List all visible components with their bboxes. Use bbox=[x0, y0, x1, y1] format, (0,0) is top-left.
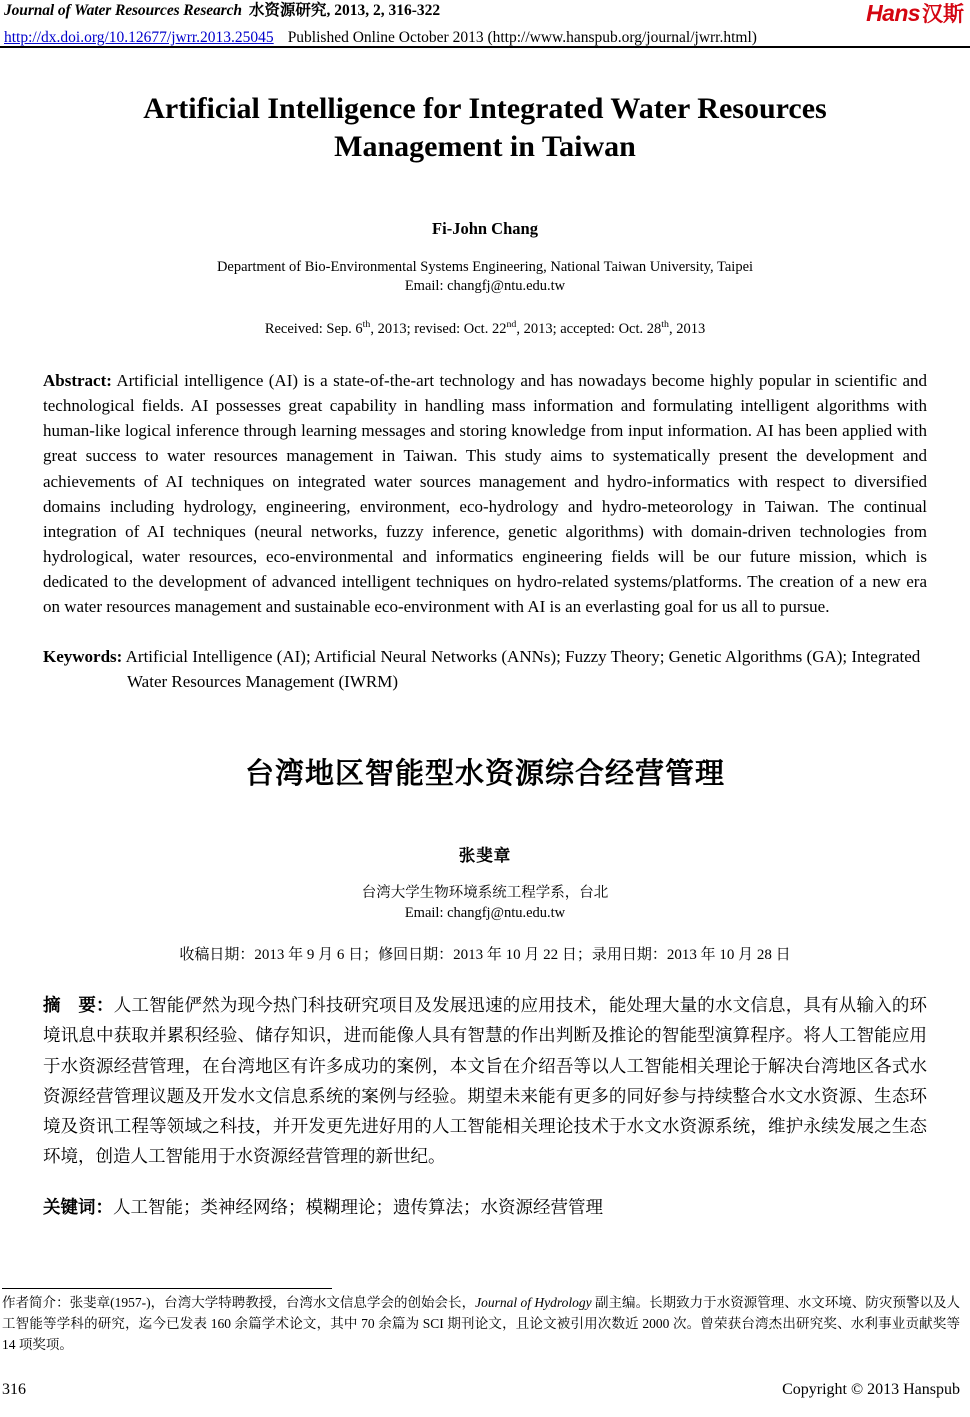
abstract-label-cn: 摘 要： bbox=[43, 995, 114, 1016]
published-online-text: Published Online October 2013 (http://www.hanspub.org/journal/jwrr.html) bbox=[287, 28, 757, 46]
copyright-notice: Copyright © 2013 Hanspub bbox=[782, 1381, 960, 1398]
affiliation-cn: 台湾大学生物环境系统工程学系，台北 bbox=[361, 884, 609, 901]
keywords-label-cn: 关键词： bbox=[43, 1196, 113, 1217]
footnote-block bbox=[2, 1288, 960, 1356]
header-divider bbox=[0, 46, 970, 48]
submission-dates-cn: 收稿日期：2013 年 9 月 6 日；修回日期：2013 年 10 月 22 日；录用日期：2013 年 10 月 28 日 bbox=[179, 947, 791, 964]
footnote-divider bbox=[2, 1288, 332, 1289]
keywords-text-cn: 人工智能；类神经网络；模糊理论；遗传算法；水资源经营管理 bbox=[113, 1196, 603, 1217]
keywords-en bbox=[43, 645, 927, 694]
keywords-cn bbox=[43, 1193, 927, 1221]
affiliation-block-cn bbox=[43, 883, 927, 924]
keywords-label-en: Keywords: bbox=[43, 647, 123, 667]
footnote-part1: 作者简介：张斐章(1957-)，台湾大学特聘教授，台湾水文信息学会的创始会长， bbox=[2, 1295, 476, 1310]
hanspub-logo bbox=[866, 1, 964, 27]
author-bio-footnote bbox=[2, 1293, 960, 1356]
logo-latin-text: Hans bbox=[866, 0, 920, 26]
logo-cn-text: 汉斯 bbox=[922, 3, 964, 26]
journal-identity bbox=[4, 2, 440, 20]
accepted-year: , 2013 bbox=[668, 320, 706, 337]
masthead-bottom-row bbox=[4, 29, 966, 47]
keywords-text-en: Artificial Intelligence (AI); Artificial Neural Networks (ANNs); Fuzzy Theory; Genetic Algorithms (GA); Integrated Water Resources Management (IWRM) bbox=[122, 647, 921, 692]
footnote-part2: 副主编。长期致力于水资源管理、水文环境、防灾预警以及人工智能等学科的研究，迄今已发表 160 余篇学术论文，其中 70 余篇为 SCI 期刊论文，且论文被引用次数近 2000 次。曾荣获台湾杰出研究奖、水利事业贡献奖等 14 项奖项。 bbox=[2, 1295, 960, 1352]
revised-ordinal: nd bbox=[506, 319, 517, 331]
author-name-en: Fi-John Chang bbox=[432, 218, 538, 238]
author-email-en: Email: changfj@ntu.edu.tw bbox=[404, 278, 566, 295]
accepted-prefix: , 2013; accepted: Oct. 28 bbox=[516, 320, 662, 337]
journal-title-cn: 水资源研究 bbox=[248, 2, 327, 19]
received-ordinal: th bbox=[362, 319, 371, 331]
paper-title-cn: 台湾地区智能型水资源综合经营管理 bbox=[244, 755, 725, 790]
abstract-cn bbox=[43, 990, 927, 1171]
abstract-label-en: Abstract: bbox=[43, 370, 112, 390]
abstract-text-en: Artificial intelligence (AI) is a state-of-the-art technology and has nowadays become highly popular in scientific and technological fields. AI possesses great capability in handling mass information and formulating intelligent algorithms with human-like logical inference through learning messages and storing knowledge from input information. AI has been applied with great success to water resources management in Taiwan. This study aims to systematically present the development and achievements of AI techniques on integrated water sources management and hydro-informatics with respect to diversified domains including hydrology, engineering, environment, eco-hydrology and hydro-meteorology in Taiwan. The continual integration of AI techniques (neural networks, fuzzy inference, genetic algorithms) with domain-driven technologies from hydrological, water resources, eco-environmental and informatics engineering fields will be our future mission, which is dedicated to the development of advanced intelligent techniques on hydro-related systems/platforms. The creation of a new era on water resources management and sustainable eco-environment with AI is an everlasting goal for us all to pursue. bbox=[43, 370, 927, 617]
abstract-text-cn: 人工智能俨然为现今热门科技研究项目及发展迅速的应用技术，能处理大量的水文信息，具有从输入的环境讯息中获取并累积经验、储存知识，进而能像人具有智慧的作出判断及推论的智能型演算程序。将人工智能应用于水资源经营管理，在台湾地区有许多成功的案例，本文旨在介绍吾等以人工智能相关理论于解决台湾地区各式水资源经营管理议题及开发水文信息系统的案例与经验。期望未来能有更多的同好参与持续整合水文水资源、生态环境及资讯工程等领域之科技，并开发更先进好用的人工智能相关理论技术于水文水资源系统，维护永续发展之生态环境，创造人工智能用于水资源经营管理的新世纪。 bbox=[43, 995, 927, 1166]
footnote-journal-name: Journal of Hydrology bbox=[475, 1295, 592, 1310]
journal-citation: , 2013, 2, 316-322 bbox=[326, 2, 441, 19]
paper-title-en: Artificial Intelligence for Integrated Water Resources Management in Taiwan bbox=[143, 92, 827, 164]
affiliation-en: Department of Bio-Environmental Systems Engineering, National Taiwan University, Taipei bbox=[216, 258, 754, 275]
page-number: 316 bbox=[2, 1381, 26, 1398]
masthead-top-row bbox=[4, 2, 966, 27]
page-footer bbox=[2, 1381, 960, 1399]
author-email-cn: Email: changfj@ntu.edu.tw bbox=[404, 905, 566, 922]
masthead bbox=[0, 0, 970, 47]
affiliation-block-en bbox=[43, 258, 927, 297]
journal-title-en: Journal of Water Resources Research bbox=[4, 2, 242, 19]
submission-dates-en bbox=[43, 321, 927, 338]
revised-prefix: , 2013; revised: Oct. 22 bbox=[370, 320, 507, 337]
abstract-en bbox=[43, 368, 927, 620]
author-name-cn: 张斐章 bbox=[458, 845, 512, 865]
accepted-ordinal: th bbox=[661, 319, 669, 331]
article-content bbox=[43, 60, 927, 1238]
received-prefix: Received: Sep. 6 bbox=[264, 320, 363, 337]
doi-link[interactable]: http://dx.doi.org/10.12677/jwrr.2013.25045 bbox=[4, 28, 274, 46]
